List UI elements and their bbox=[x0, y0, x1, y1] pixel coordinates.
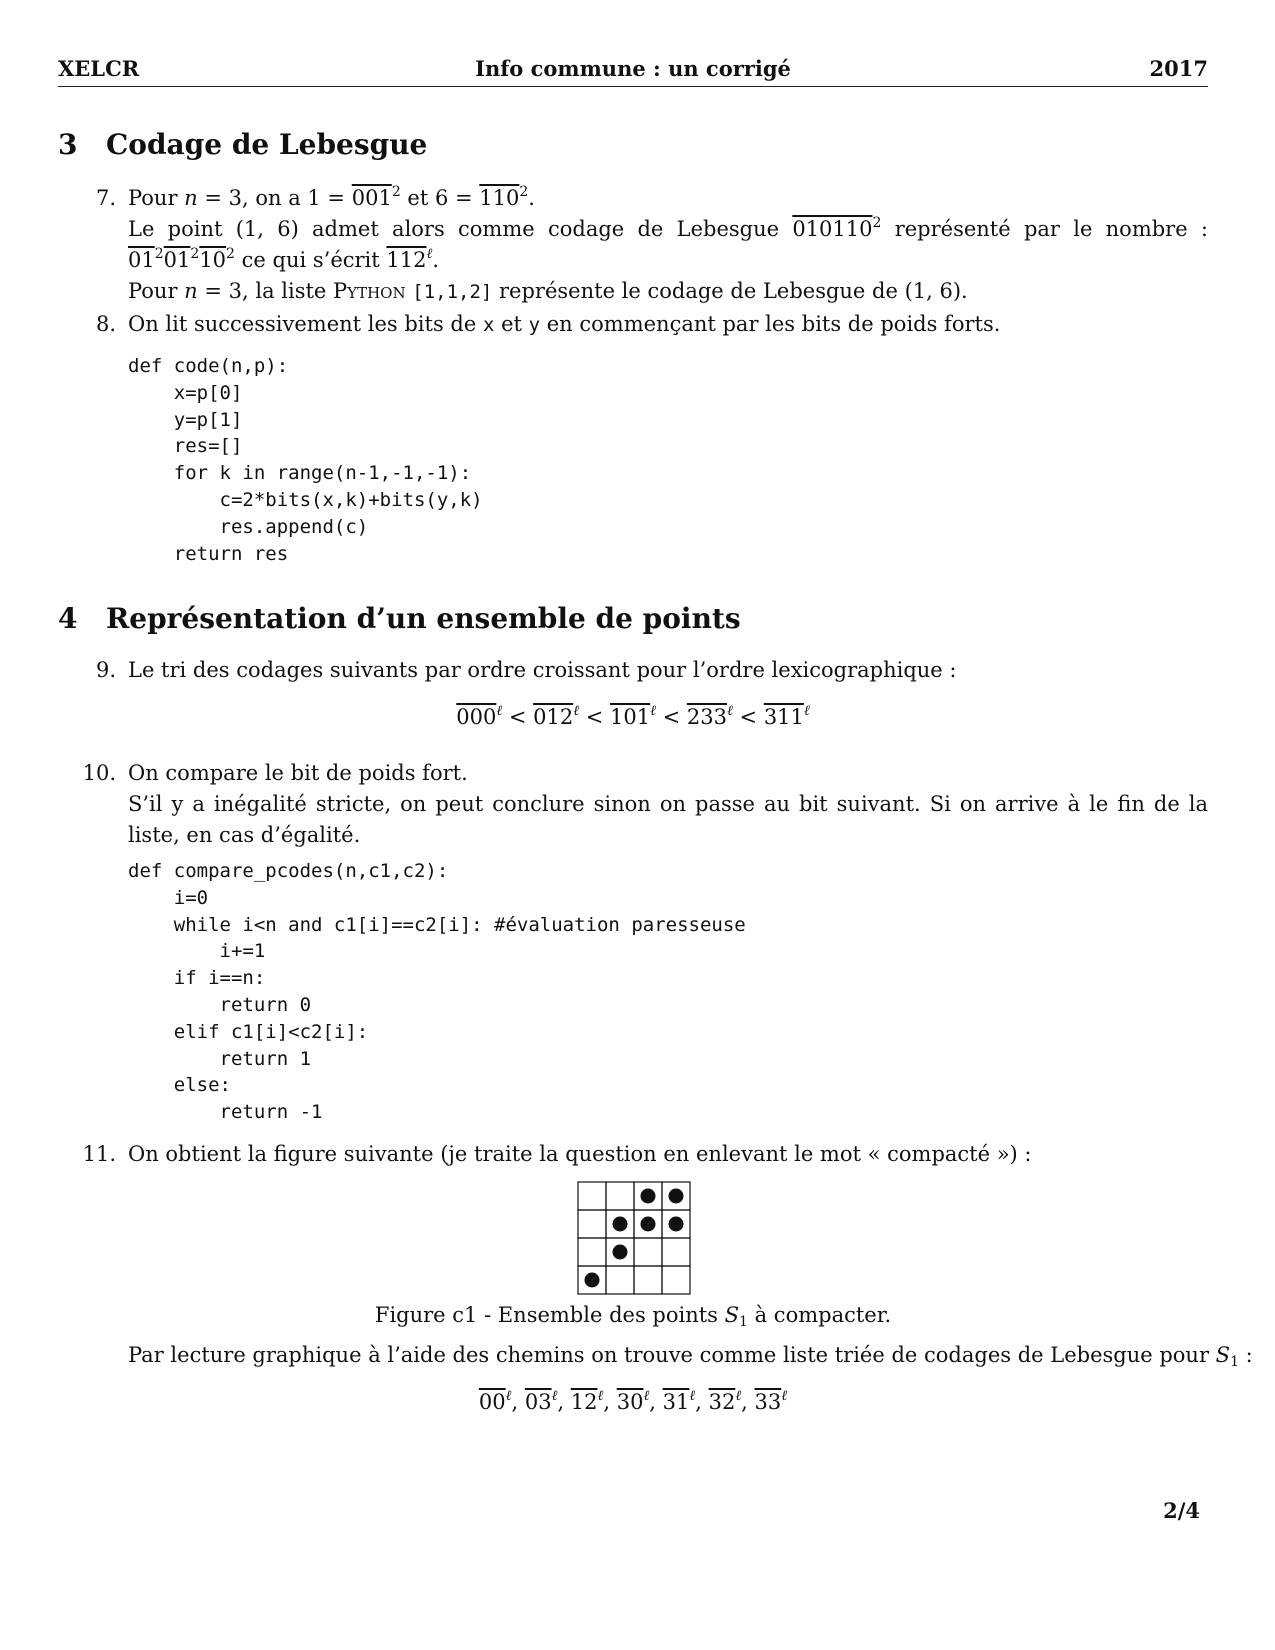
point-dot bbox=[669, 1217, 684, 1232]
header-title: Info commune : un corrigé bbox=[475, 56, 791, 81]
header-left: XELCR bbox=[58, 56, 140, 81]
item-label: 7. bbox=[95, 186, 116, 210]
section-number: 3 bbox=[58, 128, 78, 161]
grid-cell bbox=[662, 1266, 690, 1294]
section-4-heading bbox=[58, 602, 741, 635]
section-3-heading bbox=[58, 128, 427, 161]
ordered-codes-equation: $000^\ell < 012^\ell < 101^\ell < 233^\ell < 311^\ell$ bbox=[456, 703, 810, 729]
q7-line-3: Pour n = 3, la liste Python [1,1,2] représente le codage de Lebesgue de (1, 6). bbox=[128, 279, 968, 303]
header-year: 2017 bbox=[1149, 56, 1208, 81]
item-label: 9. bbox=[95, 658, 116, 682]
point-dot bbox=[641, 1189, 656, 1204]
q11-text: On obtient la figure suivante (je traite la question en enlevant le mot « compacté ») : bbox=[128, 1142, 1032, 1166]
grid-cell bbox=[634, 1238, 662, 1266]
item-label: 10. bbox=[82, 761, 116, 785]
grid-cell bbox=[578, 1210, 606, 1238]
sorted-codes-list: $00^\ell$, $03^\ell$, $12^\ell$, $30^\ell$, $31^\ell$, $32^\ell$, $33^\ell$ bbox=[478, 1388, 788, 1414]
section-title: Représentation d’un ensemble de points bbox=[106, 602, 741, 635]
q10-line-1: On compare le bit de poids fort. bbox=[128, 761, 468, 785]
q7-line-1: Pour n = 3, on a $1 = 001^2$ et $6 = 110^2$. bbox=[128, 184, 535, 210]
figure-caption: Figure c1 - Ensemble des points $S_1$ à compacter. bbox=[374, 1303, 892, 1330]
section-title: Codage de Lebesgue bbox=[106, 128, 428, 161]
q7-line-2: Le point (1, 6) admet alors comme codage de Lebesgue 010110$^2$ représenté par le nombre : $01^201^210^2$ ce qui s’écrit $112^\ell$. bbox=[128, 215, 1208, 272]
points-grid-figure bbox=[577, 1181, 691, 1295]
point-dot bbox=[613, 1217, 628, 1232]
q8-text: On lit successivement les bits de x et y en commençant par les bits de poids forts. bbox=[128, 312, 1001, 336]
grid-cell bbox=[662, 1238, 690, 1266]
code-block-compare: def compare_pcodes(n,c1,c2): i=0 while i<n and c1[i]==c2[i]: #évaluation paresseuse i+=1 if i==n: return 0 elif c1[i]<c2[i]: return 1 else: return -1 bbox=[128, 860, 746, 1124]
page-number: 2/4 bbox=[1163, 1498, 1200, 1523]
grid-cell bbox=[578, 1238, 606, 1266]
point-dot bbox=[641, 1217, 656, 1232]
item-label: 8. bbox=[95, 312, 116, 336]
grid-cell bbox=[578, 1182, 606, 1210]
grid-cell bbox=[606, 1182, 634, 1210]
code-block-code: def code(n,p): x=p[0] y=p[1] res=[] for k in range(n-1,-1,-1): c=2*bits(x,k)+bits(y,k) res.append(c) return res bbox=[128, 355, 483, 565]
q10-line-2: S’il y a inégalité stricte, on peut conclure sinon on passe au bit suivant. Si on arrive à le fin de la liste, en cas d’égalité. bbox=[128, 792, 1208, 847]
q9-text: Le tri des codages suivants par ordre croissant pour l’ordre lexicographique : bbox=[128, 658, 957, 682]
point-dot bbox=[669, 1189, 684, 1204]
item-label: 11. bbox=[82, 1142, 116, 1166]
grid-cell bbox=[606, 1266, 634, 1294]
grid-cell bbox=[634, 1266, 662, 1294]
point-dot bbox=[613, 1245, 628, 1260]
section-number: 4 bbox=[58, 602, 78, 635]
document-page: XELCR Info commune : un corrigé 2017 3 Codage de Lebesgue 7. Pour n = 3, on a $1 = 001^2$ et $6 = 110^2$. Le point (1, 6) admet alors comme codage de Lebesgue 010110$^2$ représenté par le nombre : $01^201^210^2$ ce qui s’écrit $112^\ell$. Pour n = 3, la liste Python [1,1,2] représente le codage de Lebesgue de (1, 6). 8. On lit successivement les bits de x et y en commençant par les bits de poids forts. def code(n,p): x=p[0] y=p[1] res=[] for k in range(n-1,-1,-1): c=2*bits(x,k)+bits(y,k) res.append(c) return res 4 Représentation d’un ensemble de points 9. Le tri des codages suivants par ordre croissant pour l’ordre lexicographique : $000^\ell < 012^\ell < 101^\ell < 233^\ell < 311^\ell$ 10. On compare le bit de poids fort. S’il y a inégalité stricte, on peut conclure sinon on passe au bit suivant. Si on arrive à le fin de la liste, en cas d’égalité. def compare_pcodes(n,c1,c2): i=0 while i<n and c1[i]==c2[i]: #évaluation paresseuse i+=1 if i==n: return 0 elif c1[i]<c2[i]: return 1 else: return -1 11. On obtient la figure suivante (je traite la question en enlevant le mot « compacté ») : Figure c1 - Ensemble des points $S_1$ à compacter. Par lecture graphique à l’aide des chemins on trouve comme liste triée de codages de Lebesgue pour $S_1$ : $00^\ell$, $03^\ell$, $12^\ell$, $30^\ell$, $31^\ell$, $32^\ell$, $33^\ell$ 2/4 bbox=[58, 56, 1253, 1523]
page-header bbox=[58, 56, 1208, 87]
point-dot bbox=[585, 1273, 600, 1288]
